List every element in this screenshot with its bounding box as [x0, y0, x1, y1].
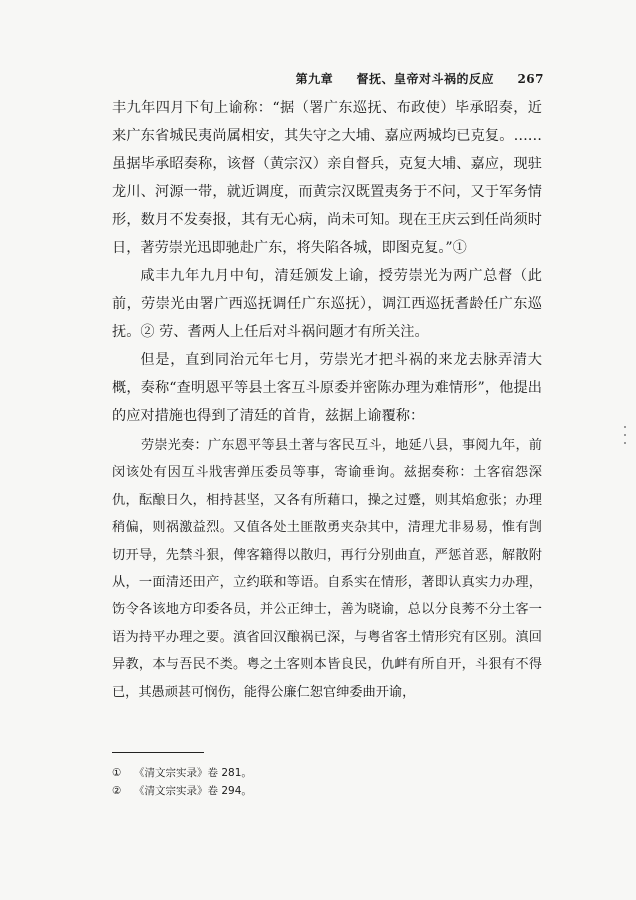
running-header — [296, 70, 544, 87]
footnote-text: 《清文宗实录》卷 281。 — [134, 767, 252, 779]
paragraph: 丰九年四月下旬上谕称：“据（署广东巡抚、布政使）毕承昭奏，近来广东省城民夷尚属相安，其失守之大埔、嘉应两城均已克复。……虽据毕承昭奏称，该督（黄宗汉）亲自督兵，克复大埔、嘉应，现驻龙川、河源一带，就近调度，而黄宗汉既置夷务于不问，又于军务情形，数月不发奏报，其有无心病，尚未可知。现在王庆云到任尚须时日，著劳崇光迅即驰赴广东，将失陷各城，即图克复。”① — [112, 100, 542, 256]
scan-edge-marks — [624, 420, 628, 460]
paragraph: 咸丰九年九月中旬，清廷颁发上谕，授劳崇光为两广总督（此前，劳崇光由署广西巡抚调任广东巡抚），调江西巡抚耆龄任广东巡抚。② 劳、耆两人上任后对斗祸问题才有所关注。 — [112, 268, 542, 340]
footnote-mark: ① — [112, 767, 122, 779]
chapter-label: 第九章 — [295, 72, 334, 86]
footnote — [112, 784, 252, 798]
chapter-title: 督抚、皇帝对斗祸的反应 — [356, 72, 495, 86]
footnote — [112, 766, 252, 780]
block-quote: 劳崇光奏：广东恩平等县土著与客民互斗，地延八县，事阅九年，前闵该处有因互斗戕害弹压委员等事，寄谕垂询。兹据奏称：土客宿怨深仇，酝酿日久，相持甚坚，又各有所藉口，操之过蹙，则其焰愈张；办理稍偏，则祸激益烈。又值各处土匪散勇夹杂其中，清理尤非易易，惟有剀切开导，先禁斗狠，俾客籍得以散归，再行分别曲直，严惩首恶，解散附从，一面清还田产，立约联和等语。自系实在情形，著即认真实力办理，饬令各该地方印委各员，并公正绅士，善为晓谕，总以分良莠不分土客一语为持平办理之要。滇省回汉酿祸已深，与粤省客土情形究有区别。滇回异教，本与吾民不类。粤之土客则本皆良民，仇衅有所自开，斗狠有不得已，其愚顽甚可悯伤，能得公廉仁恕官绅委曲开谕， — [112, 438, 542, 700]
page-body — [112, 94, 542, 706]
paragraph: 但是，直到同治元年七月，劳崇光才把斗祸的来龙去脉弄清大概，奏称“查明恩平等县土客互斗原委并密陈办理为难情形”，他提出的应对措施也得到了清廷的首肯，兹据上谕覆称： — [112, 352, 542, 424]
page-number: 267 — [517, 72, 544, 86]
footnote-text: 《清文宗实录》卷 294。 — [134, 785, 252, 797]
footnote-divider — [112, 752, 204, 753]
footnote-mark: ② — [112, 785, 122, 797]
